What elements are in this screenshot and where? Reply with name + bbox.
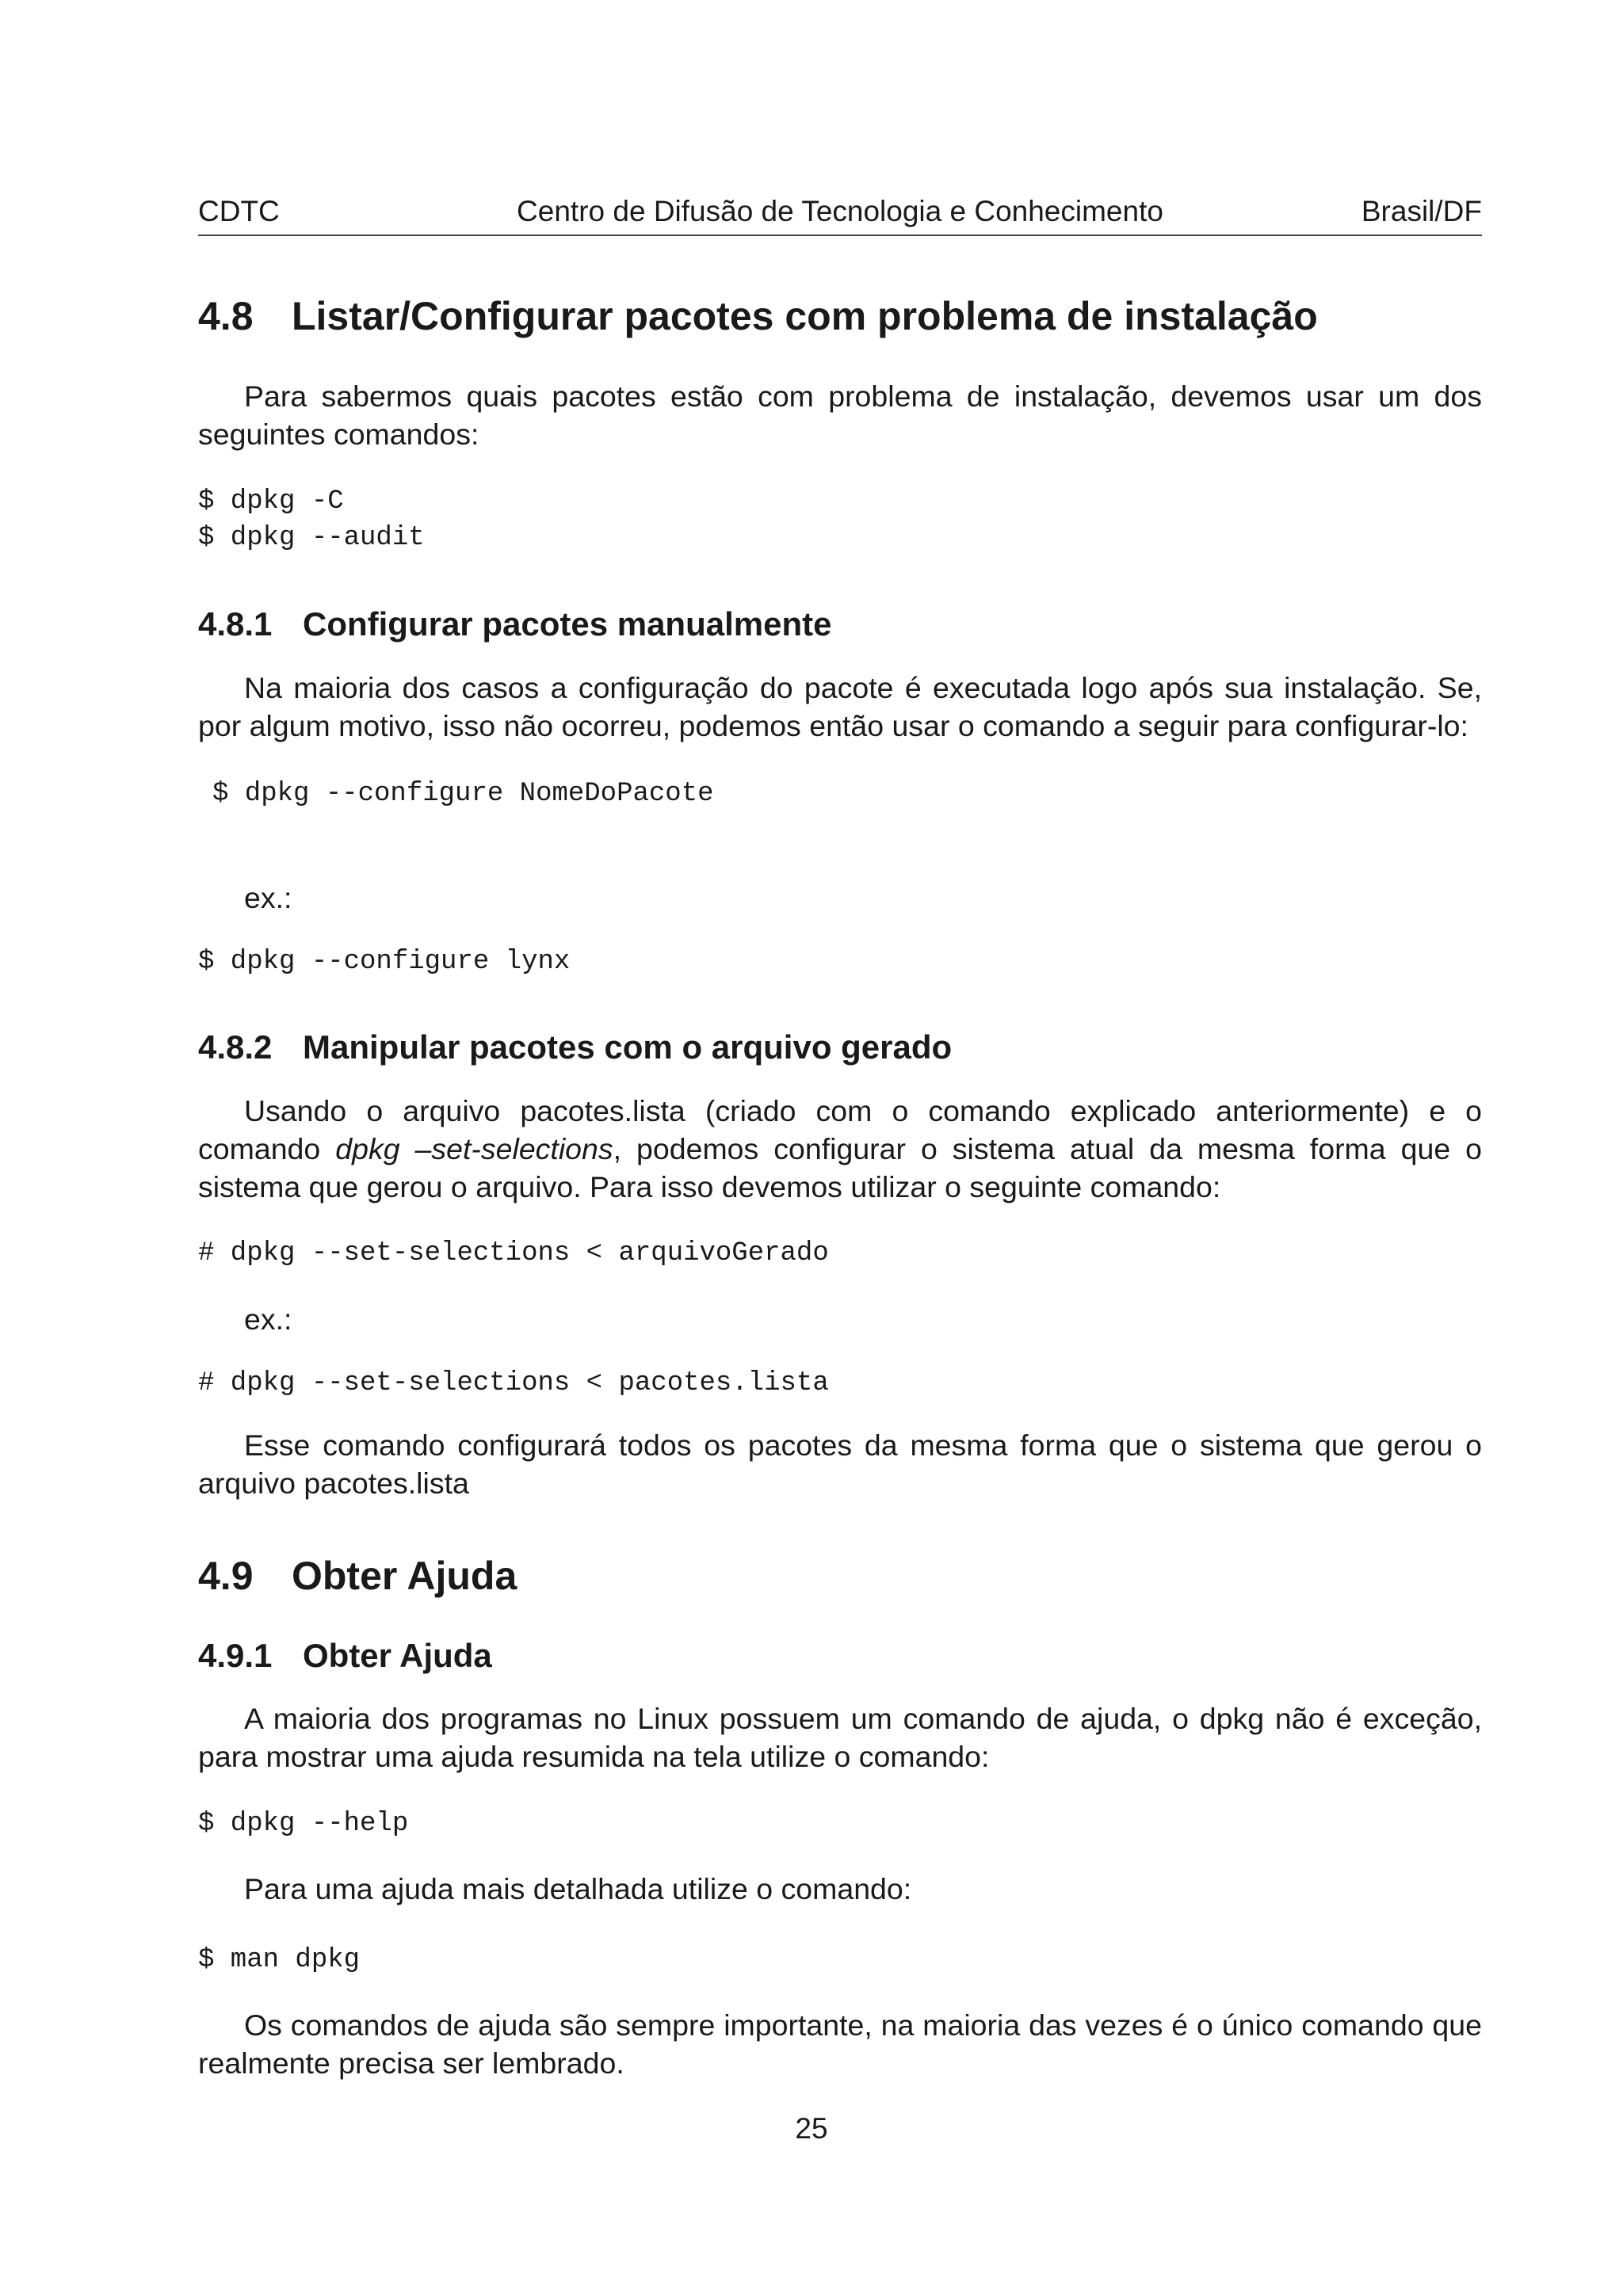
subsection-heading-4-8-2 <box>198 1028 952 1066</box>
code-line: $ dpkg --configure NomeDoPacote <box>212 779 714 809</box>
paragraph-text: Para uma ajuda mais detalhada utilize o comando: <box>244 1872 912 1905</box>
header-center: Centro de Difusão de Tecnologia e Conhecimento <box>517 195 1163 227</box>
paragraph-text: A maioria dos programas no Linux possuem um comando de ajuda, o dpkg não é exceção, para mostrar uma ajuda resumida na tela utilize o comando: <box>198 1702 1482 1773</box>
subsection-title: Obter Ajuda <box>303 1637 492 1674</box>
section-heading-4-8 <box>198 293 1318 339</box>
paragraph-4-8-2 <box>198 1092 1482 1206</box>
code-line: $ dpkg --audit <box>198 523 425 553</box>
paragraph-text: Na maioria dos casos a configuração do pacote é executada logo após sua instalação. Se, por algum motivo, isso não ocorreu, podemos então usar o comando a seguir para configurar-lo: <box>198 671 1482 742</box>
code-line: $ man dpkg <box>198 1945 361 1975</box>
code-line: $ dpkg -C <box>198 486 344 517</box>
section-number: 4.9 <box>198 1554 254 1598</box>
section-number: 4.8 <box>198 294 254 338</box>
paragraph-text: Esse comando configurará todos os pacotes da mesma forma que o sistema que gerou o arquivo pacotes.lista <box>198 1428 1482 1500</box>
paragraph-text: Para sabermos quais pacotes estão com problema de instalação, devemos usar um dos seguintes comandos: <box>198 379 1482 451</box>
paragraph-4-8-2-b <box>198 1426 1482 1502</box>
header-right: Brasil/DF <box>1361 195 1482 227</box>
paragraph-text: Os comandos de ajuda são sempre importante, na maioria das vezes é o único comando que realmente precisa ser lembrado. <box>198 2008 1482 2080</box>
example-label: ex.: <box>244 1302 292 1336</box>
paragraph-4-9-1-b <box>198 1870 1482 1908</box>
page-number: 25 <box>795 2112 828 2145</box>
section-heading-4-9 <box>198 1553 517 1599</box>
paragraph-4-8 <box>198 377 1482 453</box>
paragraph-4-9-1-c <box>198 2006 1482 2082</box>
paragraph-text: Usando o arquivo pacotes.lista (criado com o comando explicado anteriormente) e o comando <box>198 1094 1482 1165</box>
subsection-title: Manipular pacotes com o arquivo gerado <box>303 1028 953 1066</box>
code-line: $ dpkg --help <box>198 1809 409 1839</box>
running-header <box>198 190 1482 236</box>
subsection-number: 4.8.1 <box>198 605 273 643</box>
subsection-number: 4.8.2 <box>198 1028 273 1066</box>
paragraph-4-8-1 <box>198 669 1482 745</box>
subsection-heading-4-8-1 <box>198 605 831 643</box>
section-title: Listar/Configurar pacotes com problema de instalação <box>292 294 1318 338</box>
section-title: Obter Ajuda <box>292 1554 517 1598</box>
code-line: # dpkg --set-selections < pacotes.lista <box>198 1368 829 1398</box>
paragraph-text: , podemos configurar o sistema atual da mesma forma que o sistema que gerou o arquivo. Para isso devemos utilizar o seguinte comando: <box>198 1132 1482 1203</box>
code-line: # dpkg --set-selections < arquivoGerado <box>198 1238 829 1268</box>
inline-command: dpkg –set-selections <box>335 1132 613 1165</box>
subsection-heading-4-9-1 <box>198 1637 492 1675</box>
paragraph-4-9-1 <box>198 1699 1482 1775</box>
code-line: $ dpkg --configure lynx <box>198 947 571 977</box>
example-label: ex.: <box>244 881 292 914</box>
header-left: CDTC <box>198 195 280 227</box>
subsection-number: 4.9.1 <box>198 1637 273 1674</box>
subsection-title: Configurar pacotes manualmente <box>303 605 832 643</box>
